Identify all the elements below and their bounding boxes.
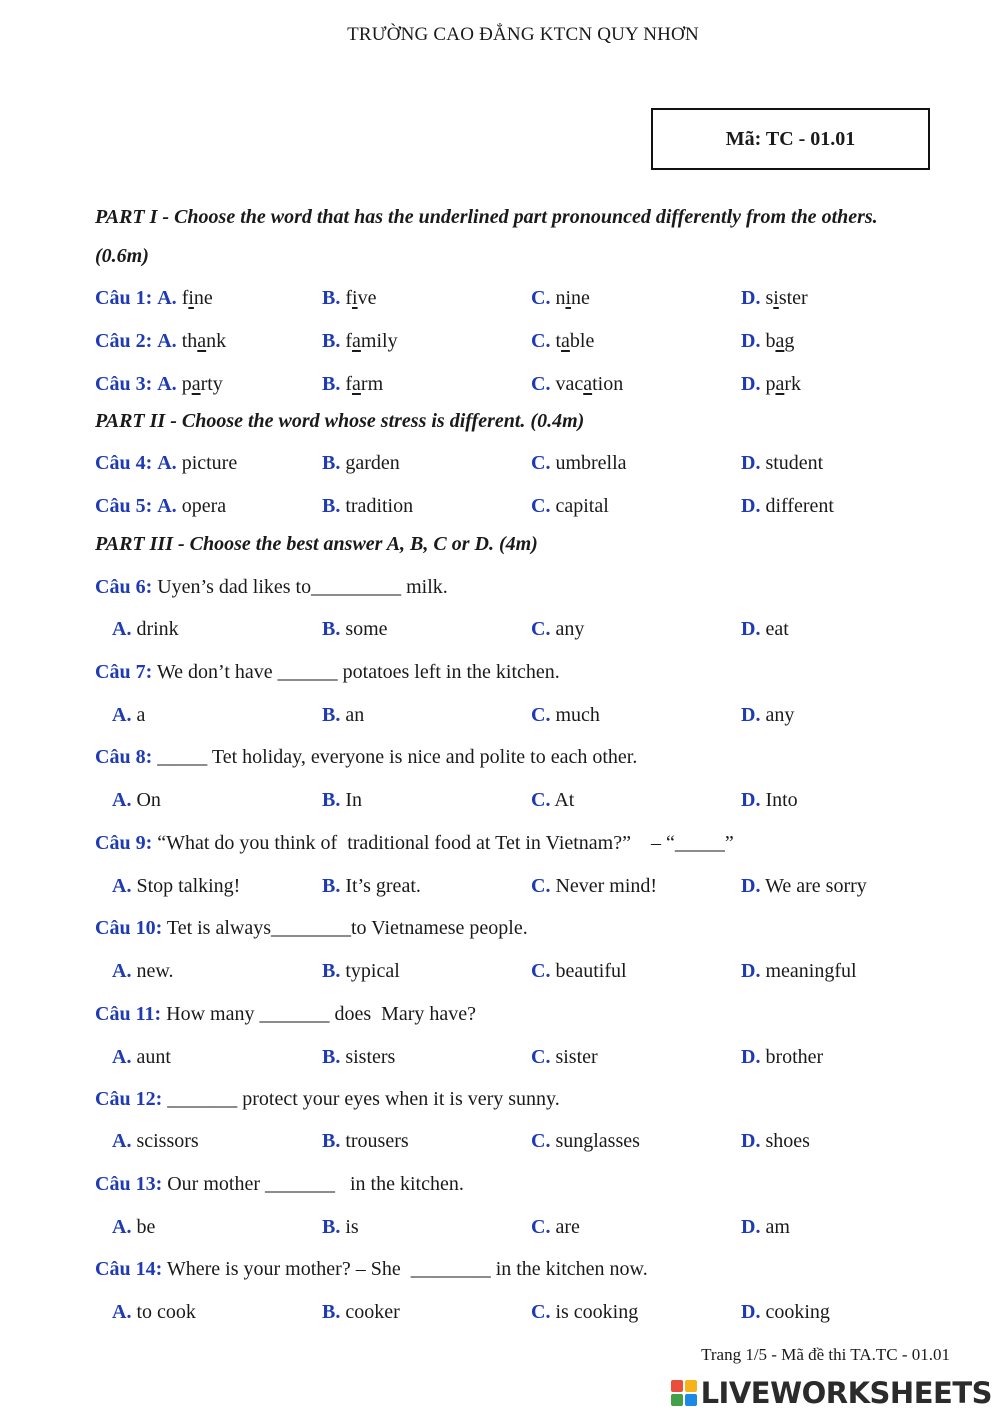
logo-square: [685, 1394, 697, 1406]
logo-text: LIVEWORKSHEETS: [700, 1376, 992, 1410]
liveworksheets-logo-icon: [671, 1380, 697, 1406]
question-10-stem: Câu 10: Tet is always________to Vietnamese people.: [95, 917, 528, 939]
question-6-options: [95, 618, 975, 646]
option-a: A. aunt: [112, 1046, 171, 1068]
question-13-options: [95, 1216, 975, 1244]
question-3: Câu 3: A. party B. farm C. vacation D. park: [95, 373, 802, 395]
question-label: Câu 8:: [95, 746, 153, 768]
option-b: B. sisters: [322, 1046, 396, 1068]
question-label: Câu 2:: [95, 330, 153, 352]
question-label: Câu 14:: [95, 1258, 163, 1280]
option-b: B. cooker: [322, 1301, 400, 1323]
option-c: C. much: [531, 704, 600, 726]
option-d: D. We are sorry: [741, 875, 867, 897]
option-a: A. new.: [112, 960, 174, 982]
question-label: Câu 3:: [95, 373, 153, 395]
question-14-options: [95, 1301, 975, 1329]
option-d: D. any: [741, 704, 795, 726]
question-label: Câu 1:: [95, 287, 153, 309]
option-a: A. to cook: [112, 1301, 196, 1323]
option-c: C. sister: [531, 1046, 598, 1068]
option-b: B. some: [322, 618, 388, 640]
option-c: C. is cooking: [531, 1301, 639, 1323]
question-12-options: [95, 1130, 975, 1158]
option-d: D. cooking: [741, 1301, 830, 1323]
option-d: D. meaningful: [741, 960, 857, 982]
option-a: A. drink: [112, 618, 179, 640]
option-c: C. At: [531, 789, 575, 811]
exam-code-label: Mã: TC - 01.01: [725, 127, 856, 150]
option-c: C. are: [531, 1216, 580, 1238]
question-7-options: [95, 704, 975, 732]
question-4: Câu 4: A. picture B. garden C. umbrella D. student: [95, 452, 824, 474]
option-c: C. sunglasses: [531, 1130, 640, 1152]
liveworksheets-logo[interactable]: [671, 1376, 992, 1410]
question-label: Câu 9:: [95, 832, 153, 854]
part2-title: PART II - Choose the word whose stress is different. (0.4m): [95, 410, 585, 432]
option-d: D. Into: [741, 789, 798, 811]
question-8-stem: Câu 8: _____ Tet holiday, everyone is nice and polite to each other.: [95, 746, 638, 768]
option-a: A. On: [112, 789, 161, 811]
page-footer: Trang 1/5 - Mã đề thi TA.TC - 01.01: [701, 1345, 950, 1364]
question-label: Câu 7:: [95, 661, 153, 683]
question-1: Câu 1: A. fine B. five C. nine D. sister: [95, 287, 808, 309]
option-b: B. In: [322, 789, 363, 811]
question-10-options: [95, 960, 975, 988]
question-5: Câu 5: A. opera B. tradition C. capital D. different: [95, 495, 834, 517]
option-d: D. shoes: [741, 1130, 810, 1152]
logo-square: [671, 1380, 683, 1392]
question-9-options: [95, 875, 975, 903]
exam-code-box: [651, 108, 930, 170]
option-a: A. a: [112, 704, 146, 726]
question-11-options: [95, 1046, 975, 1074]
question-label: Câu 5:: [95, 495, 153, 517]
question-6-stem: Câu 6: Uyen’s dad likes to_________ milk.: [95, 576, 448, 598]
question-12-stem: Câu 12: _______ protect your eyes when it is very sunny.: [95, 1088, 560, 1110]
option-a: A. be: [112, 1216, 156, 1238]
question-14-stem: Câu 14: Where is your mother? – She ________ in the kitchen now.: [95, 1258, 648, 1280]
part1-score: (0.6m): [95, 245, 149, 267]
question-13-stem: Câu 13: Our mother _______ in the kitchen.: [95, 1173, 464, 1195]
option-d: D. am: [741, 1216, 790, 1238]
option-d: D. eat: [741, 618, 789, 640]
part3-title: PART III - Choose the best answer A, B, C or D. (4m): [95, 533, 538, 555]
part1-title: PART I - Choose the word that has the underlined part pronounced differently from the others.: [95, 206, 878, 228]
question-label: Câu 12:: [95, 1088, 163, 1110]
option-c: C. Never mind!: [531, 875, 658, 897]
option-b: B. typical: [322, 960, 400, 982]
question-label: Câu 10:: [95, 917, 163, 939]
option-c: C. beautiful: [531, 960, 627, 982]
logo-square: [671, 1394, 683, 1406]
option-b: B. is: [322, 1216, 359, 1238]
logo-square: [685, 1380, 697, 1392]
question-2: Câu 2: A. thank B. family C. table D. bag: [95, 330, 795, 352]
question-9-stem: Câu 9: “What do you think of traditional food at Tet in Vietnam?” – “_____”: [95, 832, 734, 854]
option-b: B. trousers: [322, 1130, 409, 1152]
option-b: B. an: [322, 704, 365, 726]
option-a: A. scissors: [112, 1130, 199, 1152]
question-8-options: [95, 789, 975, 817]
question-label: Câu 13:: [95, 1173, 163, 1195]
question-label: Câu 11:: [95, 1003, 162, 1025]
question-11-stem: Câu 11: How many _______ does Mary have?: [95, 1003, 477, 1025]
school-header: TRƯỜNG CAO ĐẲNG KTCN QUY NHƠN: [347, 24, 699, 45]
option-c: C. any: [531, 618, 585, 640]
option-a: A. Stop talking!: [112, 875, 241, 897]
option-d: D. brother: [741, 1046, 824, 1068]
question-7-stem: Câu 7: We don’t have ______ potatoes left in the kitchen.: [95, 661, 560, 683]
question-label: Câu 4:: [95, 452, 153, 474]
option-b: B. It’s great.: [322, 875, 421, 897]
question-label: Câu 6:: [95, 576, 153, 598]
